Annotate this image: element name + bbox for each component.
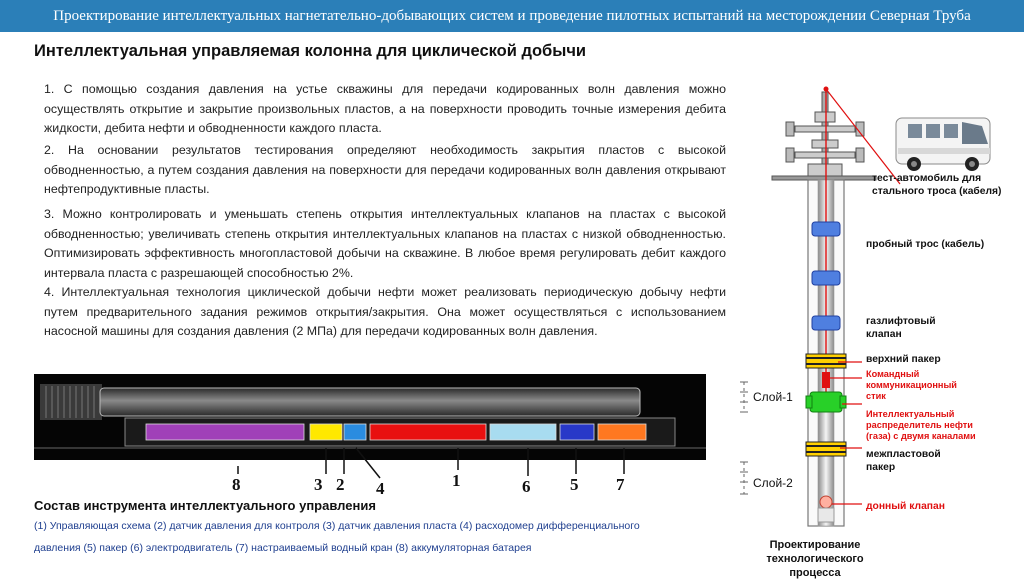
tool-number-1: 1 — [452, 471, 461, 490]
interlayer-packer — [806, 442, 846, 456]
command-stick — [822, 372, 830, 388]
layer-1-label: Слой-1 — [753, 390, 793, 404]
tool-number-3: 3 — [314, 475, 323, 494]
tool-number-8: 8 — [232, 475, 241, 494]
process-caption: Проектирование технологического процесса — [766, 539, 864, 579]
intelligent-distributor — [806, 392, 846, 412]
interlayer-packer-label: межпластовой пакер — [866, 449, 941, 473]
tool-number-5: 5 — [570, 475, 579, 494]
tool-number-4: 4 — [376, 479, 385, 498]
truck-label: тест-автомобиль для стального троса (кабеля) — [872, 173, 1002, 197]
probe-cable-label: пробный трос (кабель) — [866, 239, 985, 250]
composition-line-1: (1) Управляющая схема (2) датчик давления для контроля (3) датчик давления пласта (4) расходомер дифференциального — [34, 520, 640, 532]
tool-number-2: 2 — [336, 475, 345, 494]
paragraph-1: 1. С помощью создания давления на устье скважины для передачи кодированных волн давления можно осуществлять открытие и закрытие произвольных пластов, а на поверхности проводить точные измерения дебита жидкости, дебита нефти и обводненности каждого пласта. — [44, 82, 726, 135]
paragraph-2: 2. На основании результатов тестирования определяют необходимость закрытия пластов с высокой обводненностью, а путем создания давления на поверхности для передачи кодированных волн давления открывают нефтепродуктивные пласты. — [44, 143, 726, 196]
upper-packer — [806, 354, 846, 368]
header-title: Проектирование интеллектуальных нагнетательно-добывающих систем и проведение пилотных испытаний на месторождении Северная Труба — [53, 8, 971, 24]
layer-2-label: Слой-2 — [753, 476, 793, 490]
bottom-valve-label: донный клапан — [866, 501, 945, 512]
composition-title: Состав инструмента интеллектуального управления — [34, 498, 376, 513]
composition-line-2: давления (5) пакер (6) электродвигатель (7) настраиваемый водный кран (8) аккумуляторная батарея — [34, 542, 532, 554]
paragraph-4: 4. Интеллектуальная технология циклической добычи нефти может реализовать периодическую добычу нефти путем предварительного задания режимов открытия/закрытия. Она может осуществляться с использованием насосной машины для создания давления (2 МПа) для передачи кодированных волн давления. — [44, 285, 726, 338]
bottom-valve — [818, 496, 834, 522]
test-truck-icon — [896, 118, 990, 171]
slide-title: Интеллектуальная управляемая колонна для циклической добычи — [34, 42, 587, 60]
layer-ticks — [740, 382, 748, 494]
tool-number-6: 6 — [522, 477, 531, 496]
command-stick-label: Командный коммуникационный стик — [866, 369, 957, 401]
wellhead — [772, 92, 876, 180]
paragraph-3: 3. Можно контролировать и уменьшать степень открытия интеллектуальных клапанов на пластах с высокой обводненностью; увеличивать степень открытия интеллектуальных клапанов на пластах с низкой обводненностью. Оптимизировать эффективность многопластовой добычи на скважине. В любое время регулировать дебит каждого интервала пласта с разрешающей способностью 2%. — [44, 207, 726, 280]
distributor-label: Интеллектуальный распределитель нефти (газа) с двумя каналами — [866, 409, 976, 441]
gaslift-valve-label: газлифтовый клапан — [866, 316, 936, 340]
tool-number-7: 7 — [616, 475, 625, 494]
upper-packer-label: верхний пакер — [866, 354, 941, 365]
